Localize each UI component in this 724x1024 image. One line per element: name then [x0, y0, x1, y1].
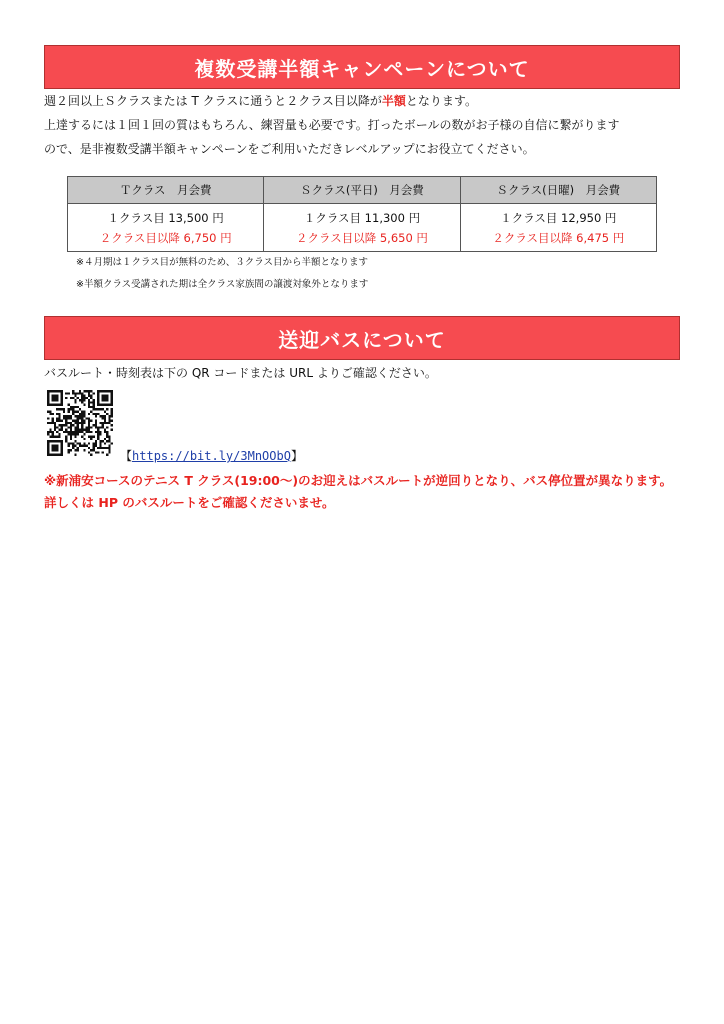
campaign-title: 複数受講半額キャンペーンについて — [194, 56, 530, 81]
fee-table-row — [68, 204, 657, 252]
fee-second-class: ２クラス目以降 5,650 円 — [296, 231, 428, 245]
fee-second-class: ２クラス目以降 6,750 円 — [99, 231, 232, 245]
half-price-highlight: 半額 — [381, 94, 406, 108]
fee-second-class: ２クラス目以降 6,475 円 — [492, 231, 625, 245]
bus-warning: ※新浦安コースのテニス T クラス(19:00～)のお迎えはバスルートが逆回りとなり、バス停位置が異なります。詳しくは HP のバスルートをご確認くださいませ。 — [44, 473, 673, 510]
bus-title-banner — [44, 316, 680, 360]
bus-title: 送迎バスについて — [278, 327, 446, 352]
fee-table — [67, 176, 657, 252]
fee-table-header-row — [68, 177, 657, 204]
fee-cell-s-sunday — [460, 204, 656, 252]
fee-first-class: １クラス目 11,300 円 — [303, 211, 421, 225]
fee-first-class: １クラス目 13,500 円 — [107, 211, 224, 225]
fee-header-s-weekday: Ｓクラス(平日) 月会費 — [264, 177, 460, 204]
bus-url-line — [120, 447, 303, 464]
note-april: ※４月期は１クラス目が無料のため、３クラス目から半額となります — [76, 257, 369, 268]
campaign-paragraph — [44, 89, 684, 161]
bus-route-link[interactable]: https://bit.ly/3MnOObQ — [132, 449, 291, 463]
note-transfer: ※半額クラス受講された期は全クラス家族間の譲渡対象外となります — [76, 279, 369, 290]
fee-cell-s-weekday — [264, 204, 460, 252]
fee-header-s-sunday: Ｓクラス(日曜) 月会費 — [460, 177, 656, 204]
fee-header-t-class: Ｔクラス 月会費 — [68, 177, 264, 204]
campaign-line-2: 上達するには１回１回の質はもちろん、練習量も必要です。打ったボールの数がお子様の自信に繋がります — [44, 118, 620, 132]
fee-cell-t-class — [68, 204, 264, 252]
campaign-line-1-end: となります。 — [405, 94, 477, 108]
bracket-open: 【 — [120, 449, 133, 463]
campaign-line-3: ので、是非複数受講半額キャンペーンをご利用いただきレベルアップにお役立てください。 — [44, 142, 535, 156]
qr-code-icon[interactable] — [47, 390, 113, 456]
fee-first-class: １クラス目 12,950 円 — [500, 211, 617, 225]
campaign-line-1 — [44, 89, 684, 113]
campaign-title-banner — [44, 45, 680, 89]
bracket-close: 】 — [290, 449, 303, 463]
campaign-line-1-text: 週２回以上Ｓクラスまたは T クラスに通うと２クラス目以降が — [44, 94, 382, 108]
bus-intro: バスルート・時刻表は下の QR コードまたは URL よりご確認ください。 — [44, 366, 437, 380]
